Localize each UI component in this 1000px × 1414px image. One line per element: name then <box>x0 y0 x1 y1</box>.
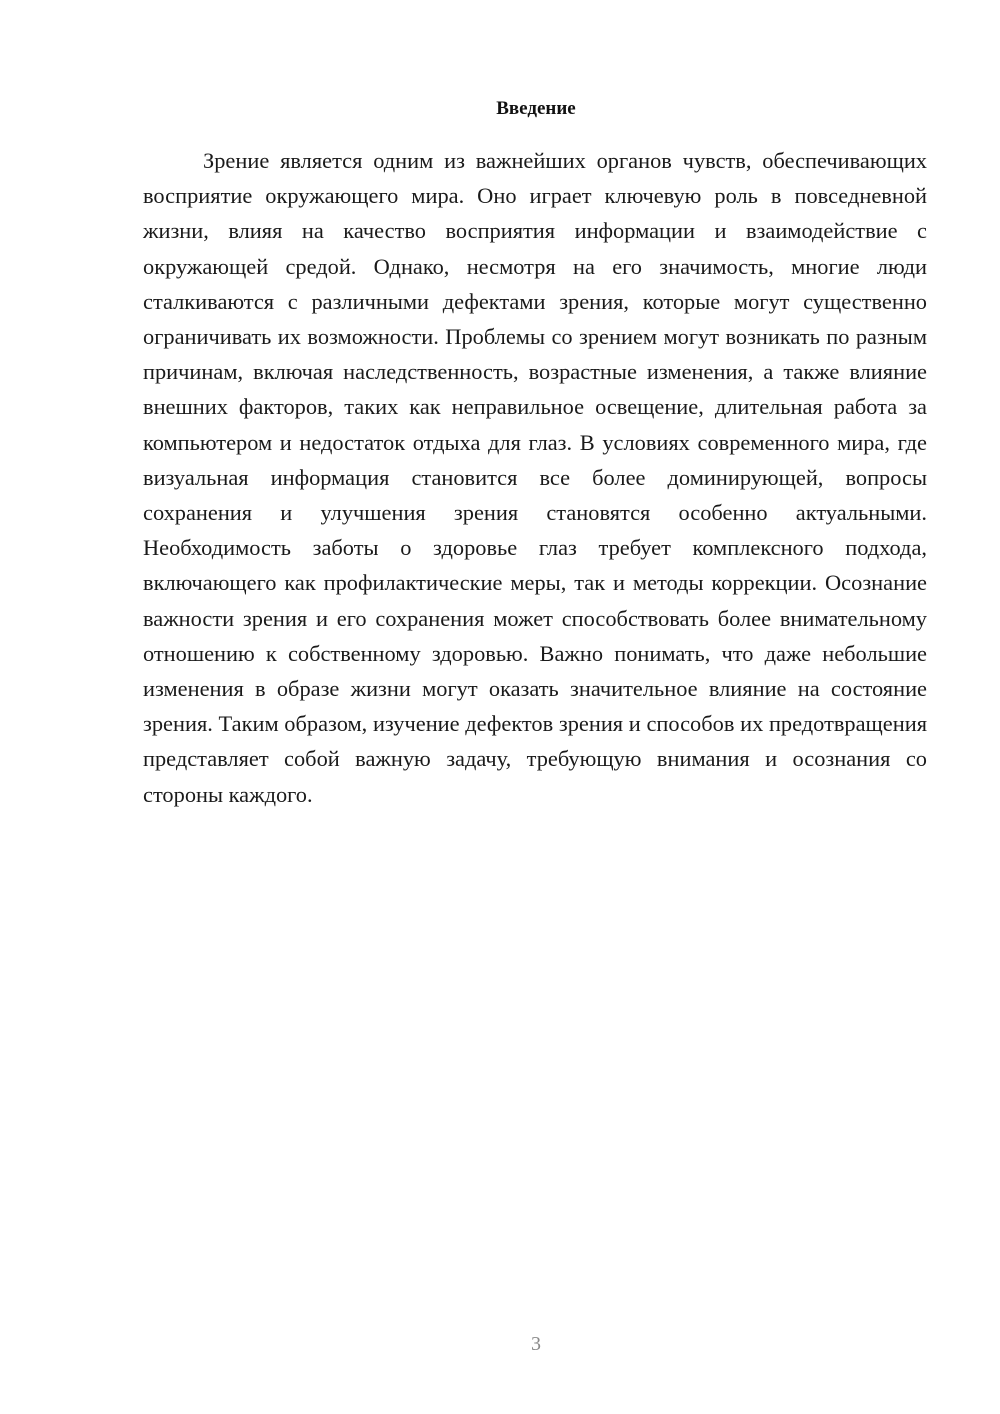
section-heading: Введение <box>496 98 576 119</box>
body-paragraph: Зрение является одним из важнейших органов чувств, обеспечивающих восприятие окружающего мира. Оно играет ключевую роль в повседневной жизни, влияя на качество восприятия информации и взаимодействие с окружающей средой. Однако, несмотря на его значимость, многие люди сталкиваются с различными дефектами зрения, которые могут существенно ограничивать их возможности. Проблемы со зрением могут возникать по разным причинам, включая наследственность, возрастные изменения, а также влияние внешних факторов, таких как неправильное освещение, длительная работа за компьютером и недостаток отдыха для глаз. В условиях современного мира, где визуальная информация становится все более доминирующей, вопросы сохранения и улучшения зрения становятся особенно актуальными. Необходимость заботы о здоровье глаз требует комплексного подхода, включающего как профилактические меры, так и методы коррекции. Осознание важности зрения и его сохранения может способствовать более внимательному отношению к собственному здоровью. Важно понимать, что даже небольшие изменения в образе жизни могут оказать значительное влияние на состояние зрения. Таким образом, изучение дефектов зрения и способов их предотвращения представляет собой важную задачу, требующую внимания и осознания со стороны каждого. <box>143 148 927 807</box>
page-number: 3 <box>531 1333 541 1355</box>
